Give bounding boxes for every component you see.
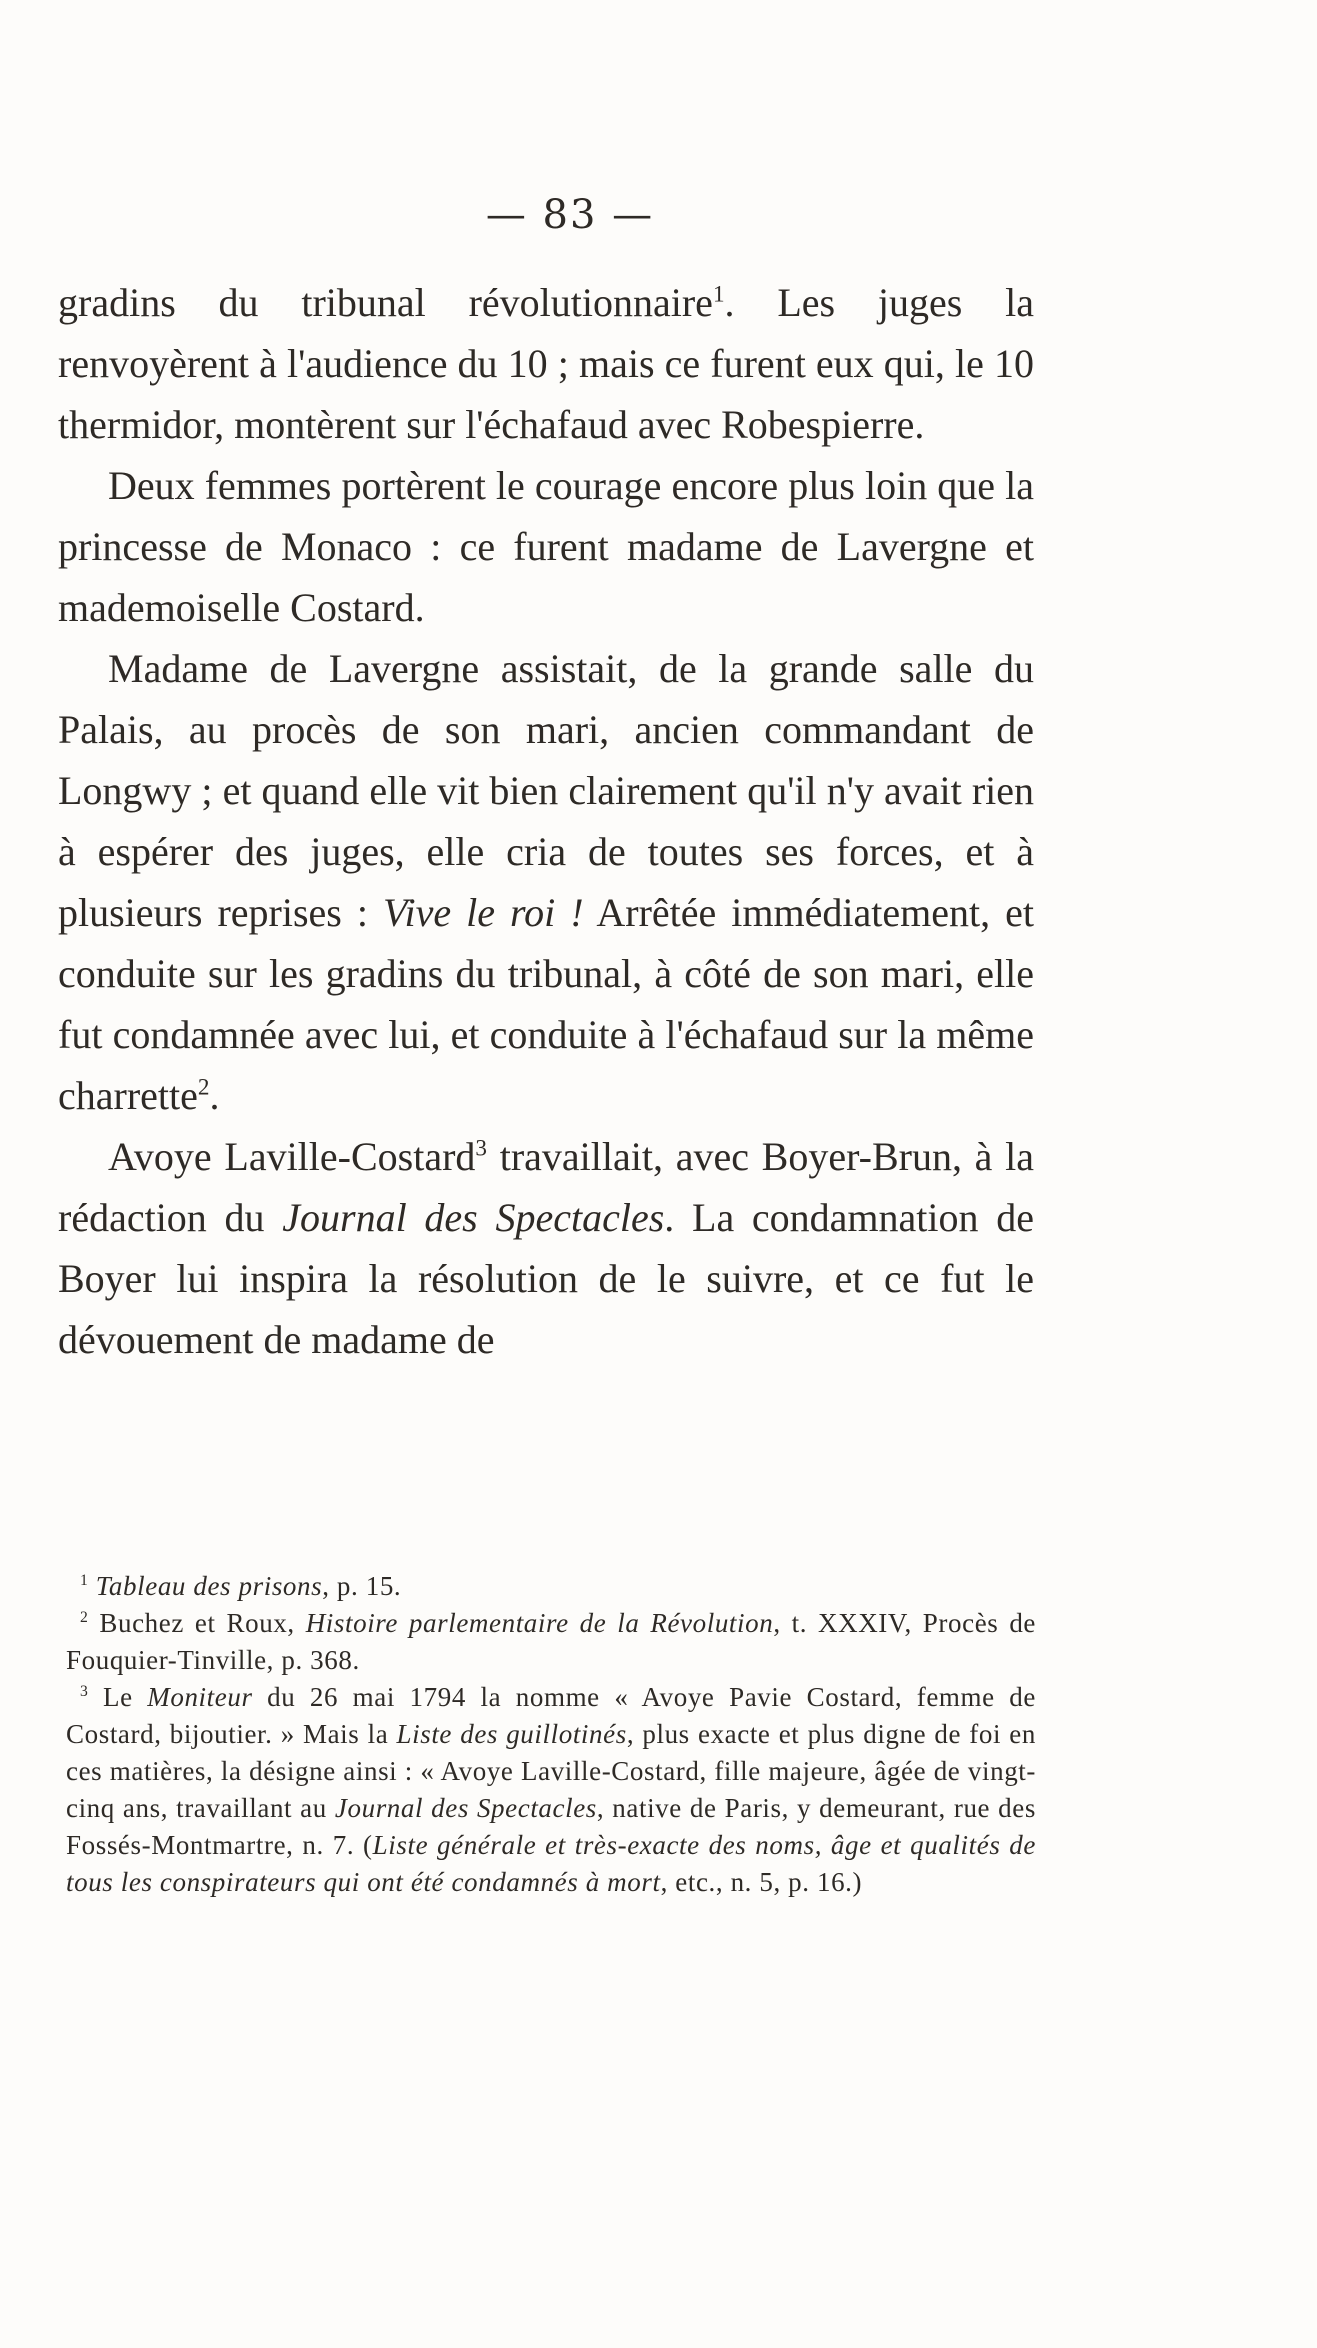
italic-text: Vive le roi !: [383, 890, 584, 935]
text-run: . Les juges la renvoyèrent à l'audience du 10 ; mais ce furent eux qui, le 10 thermidor, montèrent sur l'échafaud avec Robespierre.: [58, 280, 1034, 447]
paragraph: [58, 455, 1034, 638]
italic-text: Journal des Spectacles: [282, 1195, 665, 1240]
italic-text: Liste générale et très-exacte des noms, âge et qualités de tous les conspirateurs qui ont été condamnés à mort: [66, 1830, 1036, 1897]
footnote-marker: 1: [712, 281, 725, 308]
text-run: .: [209, 1073, 220, 1118]
text-run: . La condamnation de Boyer lui inspira la résolution de le suivre, et ce fut le dévouement de madame de: [58, 1195, 1035, 1362]
text-run: , plus exacte et plus digne de foi en ces matières, la désigne ainsi : « Avoye Laville-Costard, fille majeure, âgée de vingt-cinq ans, travaillant au: [66, 1719, 1036, 1823]
footnote-marker: 2: [197, 1074, 210, 1101]
italic-text: Liste des guillotinés: [396, 1719, 627, 1749]
footnote-marker: 3: [475, 1135, 488, 1162]
footnote-marker: 2: [80, 1609, 89, 1626]
text-run: [88, 1571, 95, 1601]
text-run: , native de Paris, y demeurant, rue des Fossés-Montmartre, n. 7. (: [66, 1793, 1036, 1860]
footnote: [66, 1568, 1036, 1605]
footnotes: [66, 1568, 1036, 1901]
text-run: Avoye Laville-Costard: [108, 1134, 476, 1179]
footnote-marker: 3: [80, 1683, 89, 1700]
italic-text: Histoire parlementaire de la Révolution: [305, 1608, 774, 1638]
page-number: — 83 —: [485, 192, 655, 238]
paragraph: [58, 638, 1034, 1126]
paragraph: [58, 272, 1034, 455]
text-run: , etc., n. 5, p. 16.): [660, 1867, 863, 1897]
italic-text: Journal des Spectacles: [334, 1793, 597, 1823]
text-run: du 26 mai 1794 la nomme « Avoye Pavie Costard, femme de Costard, bijoutier. » Mais la: [66, 1682, 1036, 1749]
italic-text: Tableau des prisons: [95, 1571, 323, 1601]
text-run: gradins du tribunal révolutionnaire: [58, 280, 713, 325]
footnote: [66, 1679, 1036, 1901]
text-run: , t. XXXIV, Procès de Fouquier-Tinville, p. 368.: [66, 1608, 1036, 1675]
text-run: Le: [88, 1682, 148, 1712]
text-run: Madame de Lavergne assistait, de la grande salle du Palais, au procès de son mari, ancien commandant de Longwy ; et quand elle vit bien clairement qu'il n'y avait rien à espérer des juges, elle cria de toutes ses forces, et à plusieurs reprises :: [58, 646, 1034, 935]
text-run: Arrêtée immédiatement, et conduite sur les gradins du tribunal, à côté de son mari, elle fut condamnée avec lui, et conduite à l'échafaud sur la même charrette: [58, 890, 1035, 1118]
footnote: [66, 1605, 1036, 1679]
footnote-marker: 1: [80, 1572, 89, 1589]
paragraph: [58, 1126, 1034, 1370]
italic-text: Moniteur: [147, 1682, 253, 1712]
main-text: [58, 272, 1034, 1370]
text-run: Deux femmes portèrent le courage encore plus loin que la princesse de Monaco : ce furent madame de Lavergne et mademoiselle Costard.: [58, 463, 1034, 630]
text-run: Buchez et Roux,: [88, 1608, 306, 1638]
text-run: , p. 15.: [322, 1571, 402, 1601]
text-run: travaillait, avec Boyer-Brun, à la rédaction du: [58, 1134, 1034, 1240]
